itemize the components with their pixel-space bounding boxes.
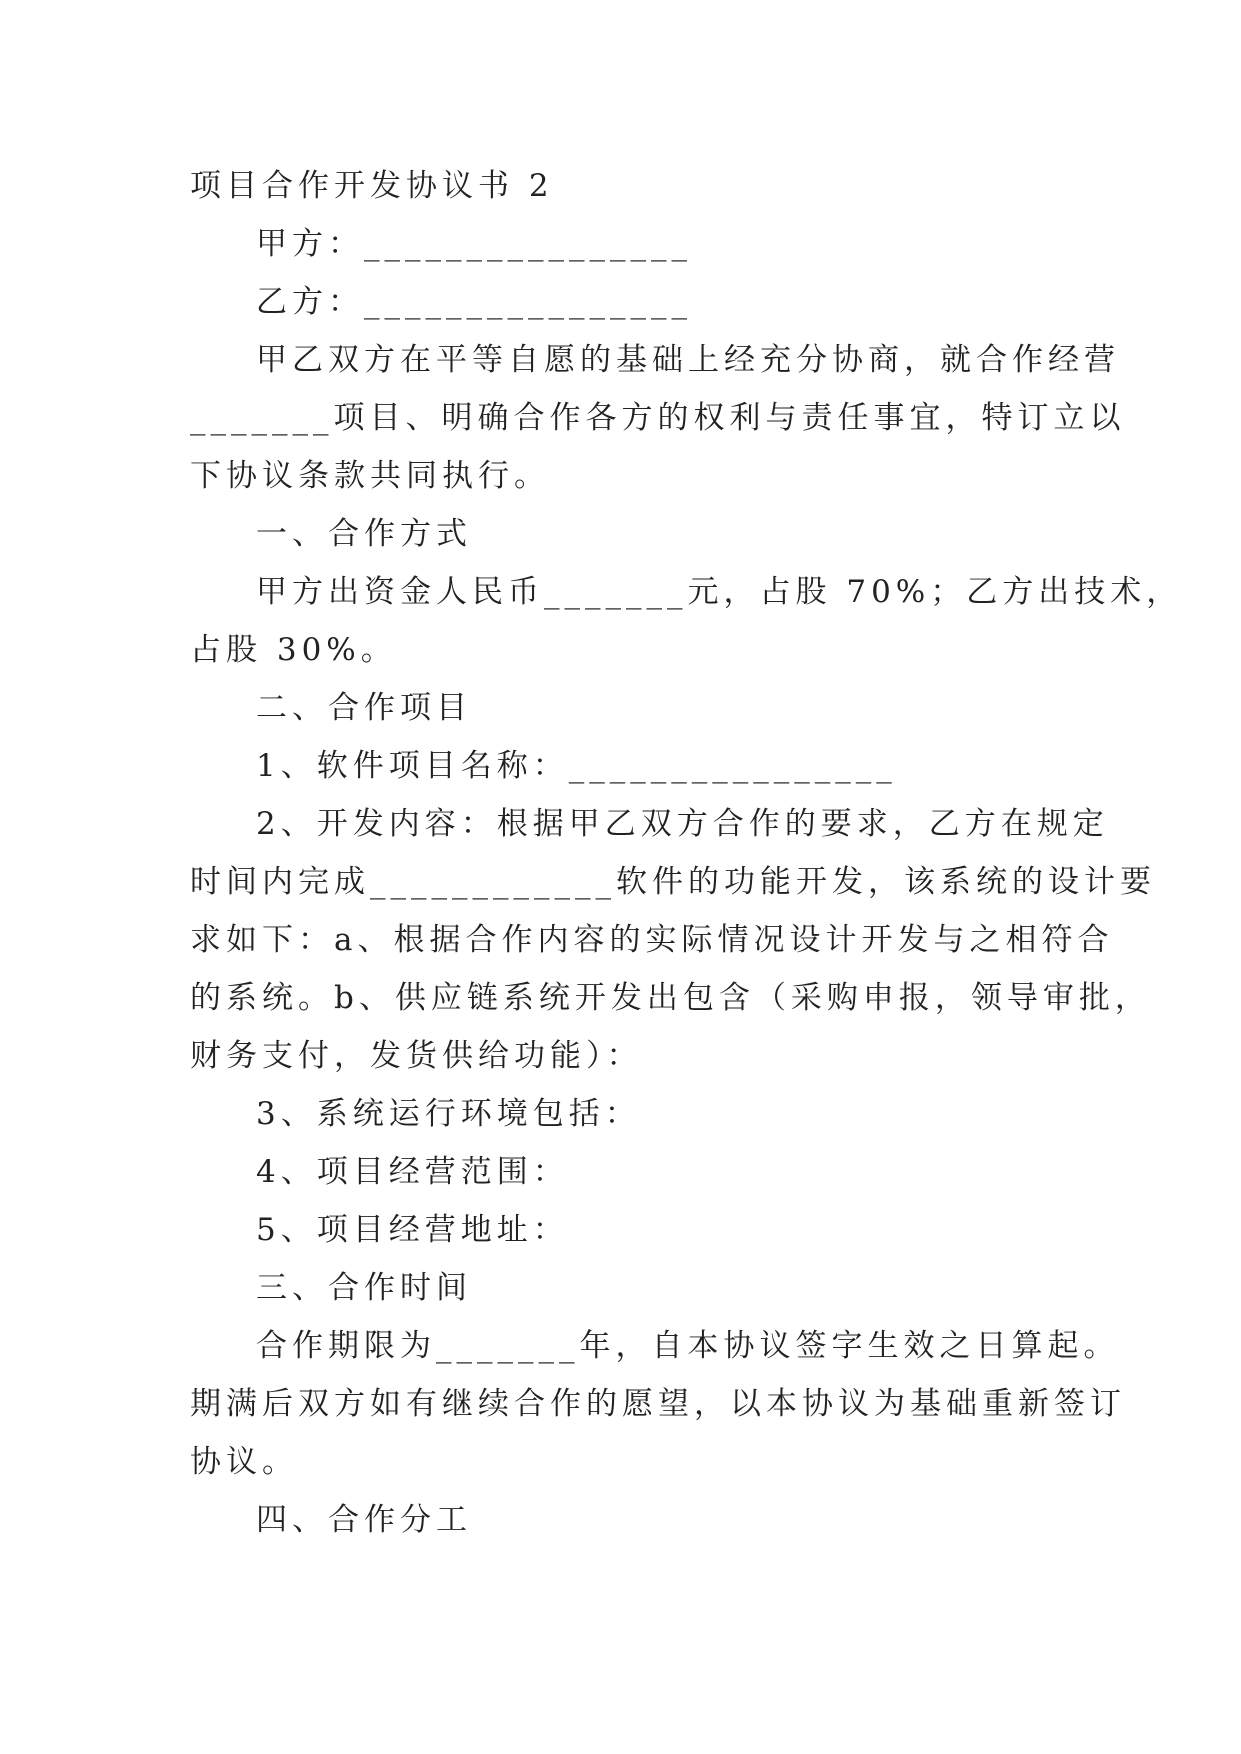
paragraph-line: 合作期限为_______年，自本协议签字生效之日算起。 bbox=[256, 1328, 1120, 1364]
document-body bbox=[190, 157, 1183, 1549]
paragraph-line: 占股 30%。 bbox=[190, 632, 397, 668]
document-title: 项目合作开发协议书 2 bbox=[190, 168, 554, 204]
party-b-line: 乙方：________________ bbox=[256, 284, 692, 320]
list-item: 4、项目经营范围： bbox=[256, 1154, 569, 1190]
party-a-line: 甲方：________________ bbox=[256, 226, 692, 262]
paragraph-line: 时间内完成____________软件的功能开发，该系统的设计要 bbox=[190, 864, 1156, 900]
section-heading: 二、合作项目 bbox=[256, 690, 472, 726]
paragraph-line: 财务支付，发货供给功能）： bbox=[190, 1038, 643, 1074]
section-heading: 四、合作分工 bbox=[256, 1502, 472, 1538]
list-item: 2、开发内容：根据甲乙双方合作的要求，乙方在规定 bbox=[256, 806, 1109, 842]
list-item: 3、系统运行环境包括： bbox=[256, 1096, 641, 1132]
paragraph-line: 求如下：a、根据合作内容的实际情况设计开发与之相符合 bbox=[190, 922, 1114, 958]
section-heading: 三、合作时间 bbox=[256, 1270, 472, 1306]
paragraph-line: 下协议条款共同执行。 bbox=[190, 458, 550, 494]
section-heading: 一、合作方式 bbox=[256, 516, 472, 552]
paragraph-line: 的系统。b、供应链系统开发出包含（采购申报，领导审批， bbox=[190, 980, 1151, 1016]
list-item: 5、项目经营地址： bbox=[256, 1212, 569, 1248]
paragraph-line: 协议。 bbox=[190, 1444, 298, 1480]
paragraph-line: 期满后双方如有继续合作的愿望，以本协议为基础重新签订 bbox=[190, 1386, 1126, 1422]
paragraph-line: 甲方出资金人民币_______元，占股 70%；乙方出技术， bbox=[256, 574, 1183, 610]
paragraph-line: 甲乙双方在平等自愿的基础上经充分协商，就合作经营 bbox=[256, 342, 1120, 378]
list-item: 1、软件项目名称：________________ bbox=[256, 748, 897, 784]
paragraph-line: _______项目、明确合作各方的权利与责任事宜，特订立以 bbox=[190, 400, 1126, 436]
